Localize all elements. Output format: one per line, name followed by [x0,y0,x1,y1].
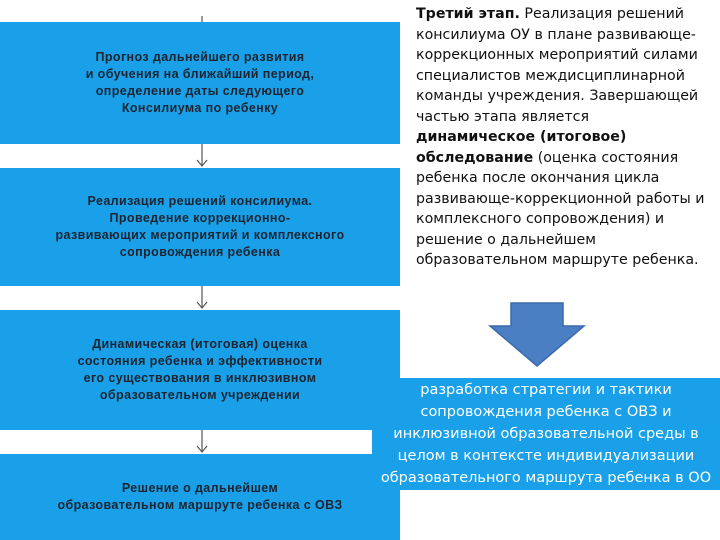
stage-heading: Третий этап. [416,6,520,22]
step-text-assessment: Динамическая (итоговая) оценка состояния ребенка и эффективности его существования в инклюзивном образовательном учреждении [77,337,323,402]
stage-description-part2: (оценка состояния ребенка после окончания цикла развивающе-коррекционной работы и комплексного сопровождения) и решение о дальнейшем образовательном маршруте ребенка. [416,149,705,268]
step-text-implementation: Реализация решений консилиума. Проведение коррекционно- развивающих мероприятий и комплексного сопровождения ребенка [55,194,345,259]
step-text-forecast: Прогноз дальнейшего развития и обучения на ближайший период, определение даты следующего Консилиума по ребенку [85,50,315,115]
stage-emphasis: динамическое (итоговое) обследование [416,129,627,166]
connector-arrow-1 [194,144,210,168]
step-box-decision [0,454,400,540]
step-box-assessment [0,310,400,430]
down-arrow-icon [487,302,587,373]
connector-arrow-3 [194,430,210,454]
step-box-forecast [0,22,400,144]
connector-arrow-2 [194,286,210,310]
stage-description-part1: Реализация решений консилиума ОУ в плане развивающе-коррекционных мероприятий силами специалистов междисциплинарной команды учреждения. Завершающей частью этапа является [416,6,699,125]
result-text: разработка стратегии и тактики сопровождения ребенка с ОВЗ и инклюзивной образовательной среды в целом в контексте индивидуализации образовательного маршрута ребенка в ОО [380,382,712,486]
result-box [372,378,720,490]
step-text-decision: Решение о дальнейшем образовательном маршруте ребенка с ОВЗ [57,481,343,512]
stage-description [416,4,712,271]
step-box-implementation [0,168,400,286]
